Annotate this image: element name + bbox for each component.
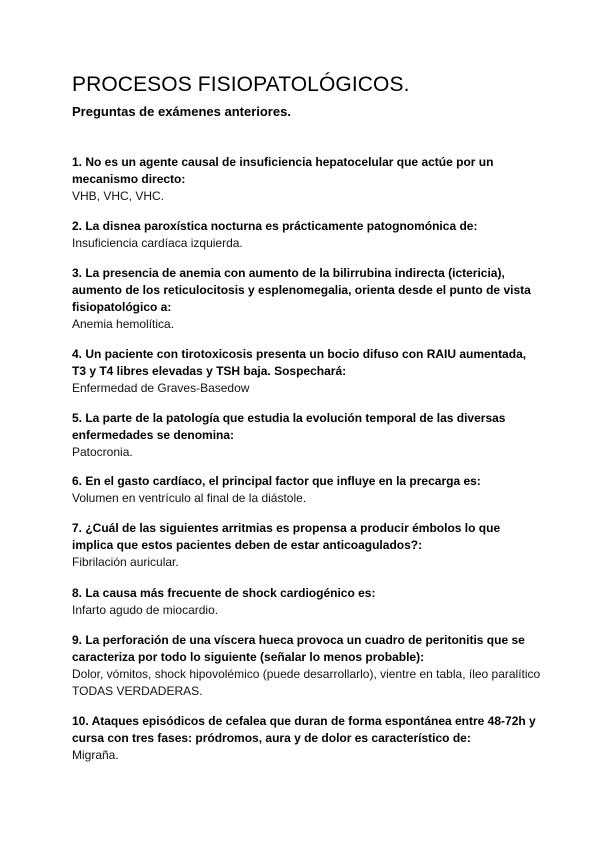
answer-text: Fibrilación auricular. (72, 555, 179, 569)
answer-text: Anemia hemolítica. (72, 317, 175, 331)
document-title: PROCESOS FISIOPATOLÓGICOS. (72, 73, 410, 96)
question-block-4 (72, 346, 542, 397)
question-text: 2. La disnea paroxística nocturna es prácticamente patognomónica de: (72, 219, 478, 233)
answer-text: Dolor, vómitos, shock hipovolémico (puede desarrollarlo), vientre en tabla, íleo paralítico TODAS VERDADERAS. (72, 667, 541, 698)
question-block-10 (72, 713, 542, 764)
question-block-6 (72, 473, 542, 507)
question-block-1 (72, 154, 542, 205)
document-subtitle: Preguntas de exámenes anteriores. (72, 104, 291, 119)
question-text: 4. Un paciente con tirotoxicosis presenta un bocio difuso con RAIU aumentada, T3 y T4 libres elevadas y TSH baja. Sospechará: (72, 347, 527, 378)
question-block-9 (72, 632, 542, 700)
answer-text: Enfermedad de Graves-Basedow (72, 381, 250, 395)
question-block-2 (72, 218, 542, 252)
question-text: 10. Ataques episódicos de cefalea que duran de forma espontánea entre 48-72h y cursa con tres fases: pródromos, aura y de dolor es característico de: (72, 714, 536, 745)
answer-text: VHB, VHC, VHC. (72, 189, 165, 203)
answer-text: Volumen en ventrículo al final de la diástole. (72, 491, 307, 505)
question-block-3 (72, 265, 542, 333)
answer-text: Migraña. (72, 748, 119, 762)
question-block-8 (72, 585, 542, 619)
question-block-7 (72, 520, 542, 571)
answer-text: Insuficiencia cardíaca izquierda. (72, 236, 243, 250)
answer-text: Infarto agudo de miocardio. (72, 603, 219, 617)
question-block-5 (72, 410, 542, 461)
question-text: 6. En el gasto cardíaco, el principal factor que influye en la precarga es: (72, 474, 481, 488)
question-text: 5. La parte de la patología que estudia la evolución temporal de las diversas enfermedades se denomina: (72, 411, 506, 442)
question-text: 1. No es un agente causal de insuficiencia hepatocelular que actúe por un mecanismo directo: (72, 155, 494, 186)
answer-text: Patocronia. (72, 445, 133, 459)
question-text: 9. La perforación de una víscera hueca provoca un cuadro de peritonitis que se caracteriza por todo lo siguiente (señalar lo menos probable): (72, 633, 525, 664)
question-text: 7. ¿Cuál de las siguientes arritmias es propensa a producir émbolos lo que implica que estos pacientes deben de estar anticoagulados?: (72, 521, 501, 552)
question-text: 8. La causa más frecuente de shock cardiogénico es: (72, 586, 376, 600)
question-text: 3. La presencia de anemia con aumento de la bilirrubina indirecta (ictericia), aumento de los reticulocitosis y esplenomegalia, orienta desde el punto de vista fisiopatológico a: (72, 266, 531, 314)
